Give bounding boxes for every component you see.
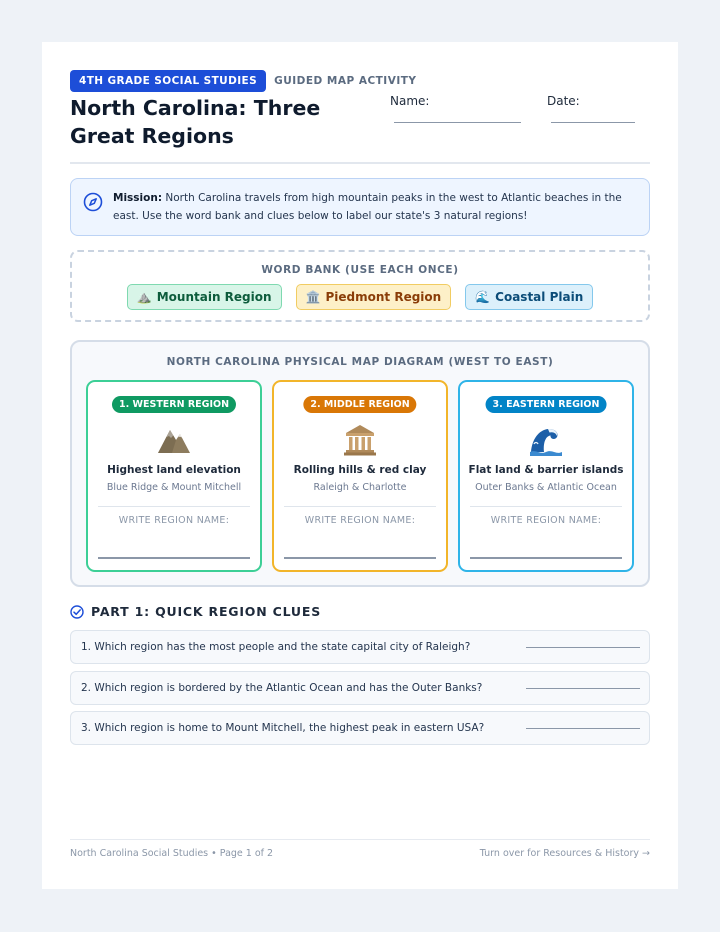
- write-region-label: WRITE REGION NAME:: [304, 515, 416, 526]
- region-divider: [470, 506, 622, 507]
- word-bank: [70, 250, 650, 322]
- page-title: North Carolina: Three Great Regions: [70, 96, 321, 148]
- diagram-title: NORTH CAROLINA PHYSICAL MAP DIAGRAM (WEST TO EAST): [166, 356, 554, 368]
- region-answer-line[interactable]: [284, 557, 436, 559]
- clue-row-2: [70, 671, 650, 705]
- part1-title: PART 1: QUICK REGION CLUES: [91, 604, 322, 619]
- region-card-western: [86, 380, 262, 572]
- worksheet-page: [42, 42, 678, 889]
- clue-row-3: [70, 711, 650, 745]
- word-chip-label: Mountain Region: [156, 290, 272, 304]
- clue-answer-line[interactable]: [526, 647, 640, 648]
- date-label: Date:: [547, 94, 580, 108]
- header-divider: [70, 162, 650, 164]
- region-heading: Flat land & barrier islands: [468, 464, 624, 476]
- region-heading: Rolling hills & red clay: [293, 464, 427, 476]
- word-chip-coastal[interactable]: [465, 284, 593, 310]
- region-subtext: Blue Ridge & Mount Mitchell: [106, 482, 242, 493]
- mission-box: [70, 178, 650, 236]
- region-tag: 2. MIDDLE REGION: [303, 396, 416, 413]
- capitol-building-icon: [342, 422, 378, 458]
- region-subtext: Raleigh & Charlotte: [313, 482, 407, 493]
- mission-body: North Carolina travels from high mountain peaks in the west to Atlantic beaches in the east. Use the word bank and clues below to label our state's 3 natural regions!: [113, 192, 622, 222]
- compass-icon: [83, 192, 103, 212]
- name-field-line[interactable]: [394, 122, 521, 123]
- footer-turn-over: Turn over for Resources & History →: [479, 848, 650, 859]
- clue-question: 1. Which region has the most people and the state capital city of Raleigh?: [81, 641, 471, 653]
- grade-tag: 4TH GRADE SOCIAL STUDIES: [70, 70, 266, 92]
- region-card-eastern: [458, 380, 634, 572]
- region-heading: Highest land elevation: [107, 464, 241, 476]
- write-region-label: WRITE REGION NAME:: [490, 515, 602, 526]
- write-region-label: WRITE REGION NAME:: [118, 515, 230, 526]
- region-divider: [284, 506, 436, 507]
- region-card-middle: [272, 380, 448, 572]
- word-chip-mountain[interactable]: [127, 284, 282, 310]
- word-chip-label: Coastal Plain: [495, 290, 584, 304]
- ocean-wave-icon: [528, 422, 564, 458]
- word-bank-title: WORD BANK (USE EACH ONCE): [261, 264, 459, 276]
- region-answer-line[interactable]: [470, 557, 622, 559]
- mission-text: [113, 189, 637, 225]
- clue-answer-line[interactable]: [526, 688, 640, 689]
- word-chip-label: Piedmont Region: [325, 290, 442, 304]
- clue-question: 3. Which region is home to Mount Mitchell, the highest peak in eastern USA?: [81, 722, 485, 734]
- clue-row-1: [70, 630, 650, 664]
- capitol-building-icon: 🏛️: [305, 290, 321, 304]
- region-tag: 1. WESTERN REGION: [112, 396, 236, 413]
- name-label: Name:: [390, 94, 430, 108]
- date-field-line[interactable]: [551, 122, 635, 123]
- part1-heading: [70, 604, 321, 619]
- footer-page-info: North Carolina Social Studies • Page 1 of 2: [70, 848, 274, 859]
- header-tags: [70, 70, 417, 92]
- footer-divider: [70, 839, 650, 840]
- check-circle-icon: [70, 605, 84, 619]
- region-answer-line[interactable]: [98, 557, 250, 559]
- region-subtext: Outer Banks & Atlantic Ocean: [475, 482, 617, 493]
- word-bank-chips: [72, 284, 648, 310]
- ocean-wave-icon: 🌊: [475, 290, 491, 304]
- region-divider: [98, 506, 250, 507]
- clue-answer-line[interactable]: [526, 728, 640, 729]
- activity-label: GUIDED MAP ACTIVITY: [274, 75, 417, 87]
- mountain-icon: ⛰️: [136, 290, 152, 304]
- clue-question: 2. Which region is bordered by the Atlantic Ocean and has the Outer Banks?: [81, 682, 483, 694]
- region-tag: 3. EASTERN REGION: [486, 396, 607, 413]
- map-diagram: [70, 340, 650, 587]
- mission-label: Mission:: [113, 192, 163, 204]
- mountain-icon: [156, 422, 192, 458]
- word-chip-piedmont[interactable]: [296, 284, 452, 310]
